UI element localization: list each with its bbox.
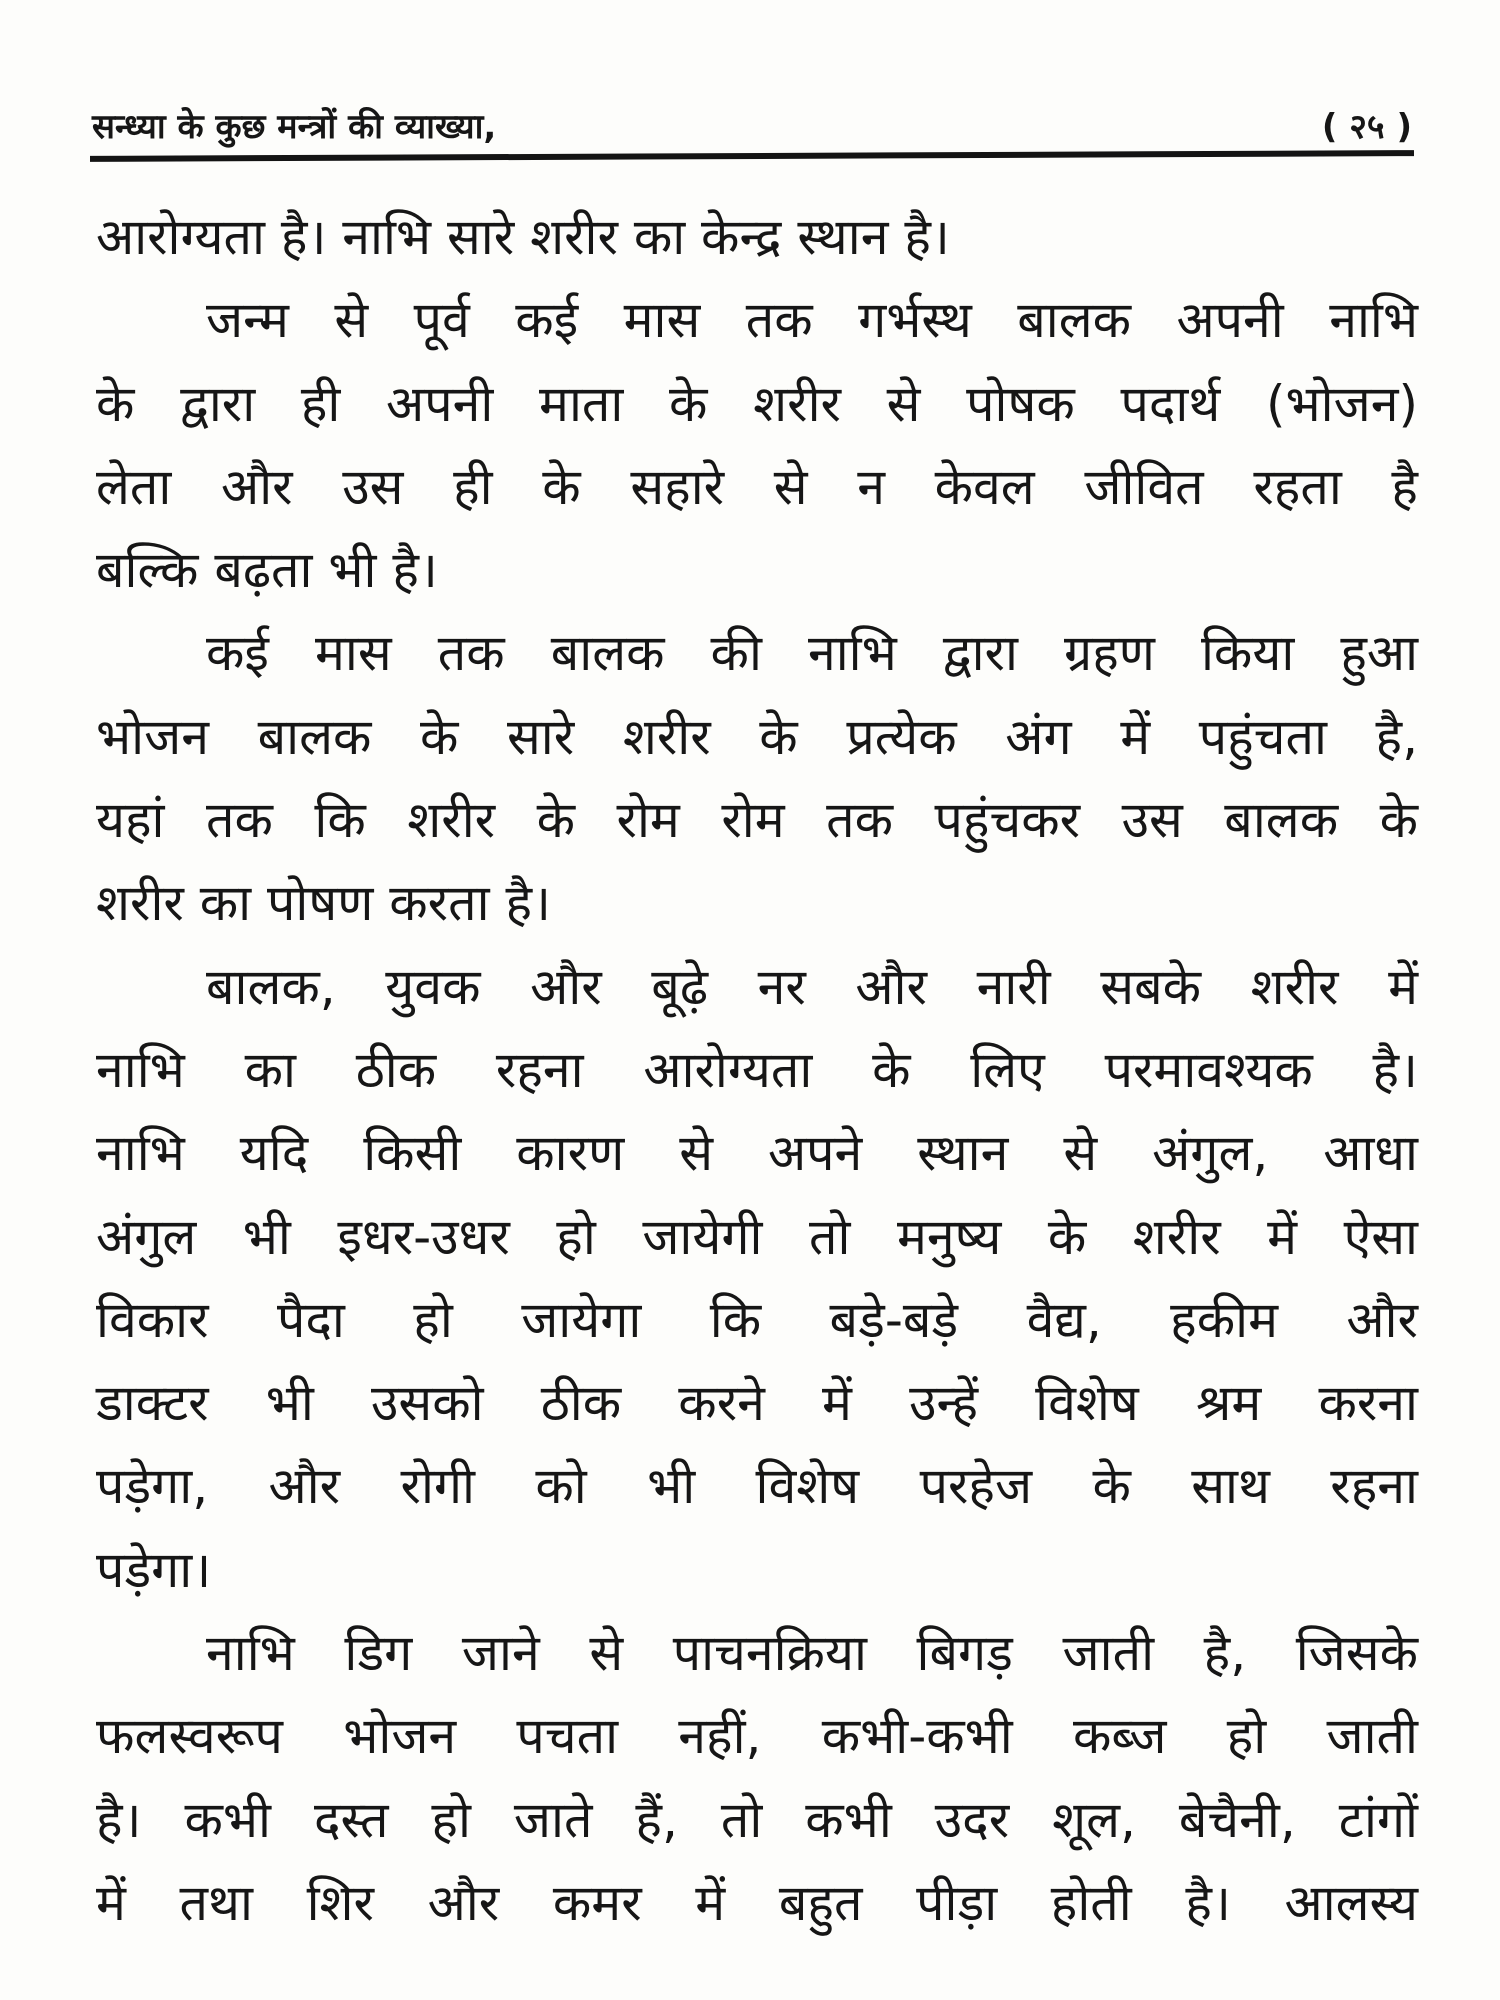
paragraph — [96, 612, 1418, 945]
text-line: बल्कि बढ़ता भी है। — [96, 541, 438, 600]
paragraph — [96, 1612, 1418, 1945]
running-header — [92, 88, 1412, 148]
text-line: आरोग्यता है। नाभि सारे शरीर का केन्द्र स्थान है। — [96, 208, 950, 266]
running-header-title: सन्ध्या के कुछ मन्त्रों की व्याख्या, — [92, 107, 497, 147]
text-line: नाभि यदि किसी कारण से अपने स्थान से अंगुल, आधा — [96, 1124, 1418, 1183]
text-line: डाक्टर भी उसको ठीक करने में उन्हें विशेष श्रम करना — [96, 1374, 1418, 1433]
text-line: बालक, युवक और बूढ़े नर और नारी सबके शरीर में — [206, 957, 1418, 1016]
text-line: अंगुल भी इधर-उधर हो जायेगी तो मनुष्य के शरीर में ऐसा — [96, 1207, 1418, 1266]
text-line: पड़ेगा, और रोगी को भी विशेष परहेज के साथ रहना — [96, 1457, 1418, 1516]
paragraph — [96, 946, 1418, 1612]
text-line: जन्म से पूर्व कई मास तक गर्भस्थ बालक अपनी नाभि — [206, 291, 1418, 350]
paragraph — [96, 279, 1418, 612]
text-line: में तथा शिर और कमर में बहुत पीड़ा होती है। आलस्य — [96, 1873, 1418, 1932]
header-rule — [90, 150, 1414, 162]
text-line: नाभि का ठीक रहना आरोग्यता के लिए परमावश्यक है। — [96, 1040, 1418, 1099]
paragraph — [96, 196, 1418, 279]
page-number: ( २५ ) — [1321, 107, 1412, 147]
text-line: पड़ेगा। — [96, 1540, 212, 1599]
text-line: के द्वारा ही अपनी माता के शरीर से पोषक पदार्थ (भोजन) — [96, 374, 1418, 433]
text-line: शरीर का पोषण करता है। — [96, 874, 551, 933]
text-line: विकार पैदा हो जायेगा कि बड़े-बड़े वैद्य, हकीम और — [96, 1290, 1418, 1349]
text-line: कई मास तक बालक की नाभि द्वारा ग्रहण किया हुआ — [206, 624, 1418, 683]
page-body — [96, 196, 1418, 1945]
text-line: यहां तक कि शरीर के रोम रोम तक पहुंचकर उस बालक के — [96, 791, 1418, 850]
text-line: नाभि डिग जाने से पाचनक्रिया बिगड़ जाती है, जिसके — [206, 1624, 1418, 1683]
text-line: भोजन बालक के सारे शरीर के प्रत्येक अंग में पहुंचता है, — [96, 707, 1418, 766]
text-line: है। कभी दस्त हो जाते हैं, तो कभी उदर शूल, बेचैनी, टांगों — [96, 1790, 1418, 1849]
text-line: लेता और उस ही के सहारे से न केवल जीवित रहता है — [96, 457, 1418, 516]
text-line: फलस्वरूप भोजन पचता नहीं, कभी-कभी कब्ज हो जाती — [96, 1707, 1418, 1766]
